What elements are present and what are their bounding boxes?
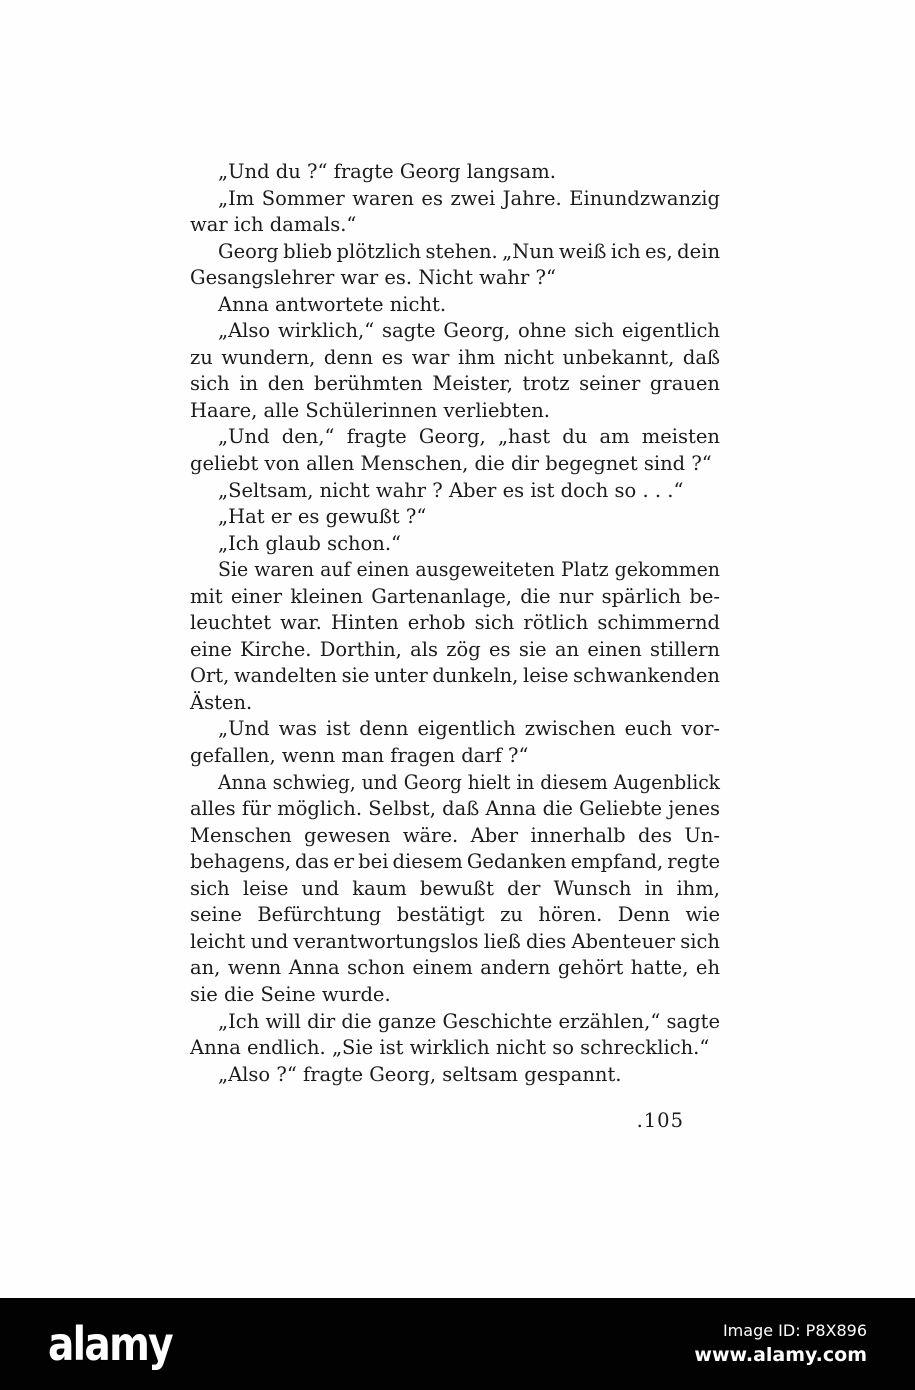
text-line: Sie waren auf einen ausgeweiteten Platz gekommen xyxy=(218,558,720,582)
text-line: seine Befürchtung bestätigt zu hören. Denn wie xyxy=(190,903,720,927)
text-line: geliebt von allen Menschen, die dir begegnet sind ?“ xyxy=(190,452,712,476)
text-line: Haare, alle Schülerinnen verliebten. xyxy=(190,398,551,422)
text-block xyxy=(190,159,720,1088)
text-line: Ort, wandelten sie unter dunkeln, leise schwankenden xyxy=(190,664,720,688)
text-line: Georg blieb plötzlich stehen. „Nun weiß ich es, dein xyxy=(218,239,720,263)
text-line: „Ich glaub schon.“ xyxy=(218,531,402,555)
text-line: leicht und verantwortungslos ließ dies Abenteuer sich xyxy=(190,929,720,953)
image-id-label: Image ID: P8X896 xyxy=(722,1321,867,1341)
watermark-bar xyxy=(0,1298,915,1390)
text-line: Ästen. xyxy=(190,690,253,714)
text-line: „Hat er es gewußt ?“ xyxy=(218,505,427,529)
text-line: „Ich will dir die ganze Geschichte erzählen,“ sagte xyxy=(218,1009,720,1033)
text-line: sich leise und kaum bewußt der Wunsch in ihm, xyxy=(190,876,720,900)
text-line: alles für möglich. Selbst, daß Anna die Geliebte jenes xyxy=(190,797,720,821)
text-line: „Also ?“ fragte Georg, seltsam gespannt. xyxy=(218,1062,622,1086)
text-line: „Und den,“ fragte Georg, „hast du am meisten xyxy=(218,425,720,449)
text-line: gefallen, wenn man fragen darf ?“ xyxy=(190,744,529,768)
alamy-url: www.alamy.com xyxy=(694,1343,867,1366)
text-line: eine Kirche. Dorthin, als zög es sie an einen stillern xyxy=(190,637,720,661)
text-line: „Also wirklich,“ sagte Georg, ohne sich eigentlich xyxy=(218,319,720,343)
text-line: sie die Seine wurde. xyxy=(190,982,391,1006)
text-line: Gesangslehrer war es. Nicht wahr ?“ xyxy=(190,266,556,290)
text-line: leuchtet war. Hinten erhob sich rötlich schimmernd xyxy=(190,611,720,635)
text-line: war ich damals.“ xyxy=(190,213,357,237)
text-line: „Und was ist denn eigentlich zwischen euch vor- xyxy=(218,717,720,741)
text-line: Anna schwieg, und Georg hielt in diesem Augenblick xyxy=(218,770,720,794)
alamy-logo: alamy xyxy=(48,1317,172,1371)
page-number: .105 xyxy=(636,1109,684,1132)
text-line: an, wenn Anna schon einem andern gehört hatte, eh xyxy=(190,956,720,980)
text-line: zu wundern, denn es war ihm nicht unbekannt, daß xyxy=(190,345,720,369)
text-line: „Und du ?“ fragte Georg langsam. xyxy=(218,160,556,183)
text-line: Anna antwortete nicht. xyxy=(218,292,447,316)
text-line: sich in den berühmten Meister, trotz seiner grauen xyxy=(190,372,720,396)
watermark-info xyxy=(694,1320,867,1367)
text-line: Menschen gewesen wäre. Aber innerhalb des Un- xyxy=(190,823,720,847)
text-line: Anna endlich. „Sie ist wirklich nicht so schrecklich.“ xyxy=(190,1036,710,1060)
text-line: „Seltsam, nicht wahr ? Aber es ist doch so . . .“ xyxy=(218,478,684,502)
text-line: behagens, das er bei diesem Gedanken empfand, regte xyxy=(190,850,720,874)
text-line: mit einer kleinen Gartenanlage, die nur spärlich be- xyxy=(190,584,720,608)
text-line: „Im Sommer waren es zwei Jahre. Einundzwanzig xyxy=(218,186,720,210)
